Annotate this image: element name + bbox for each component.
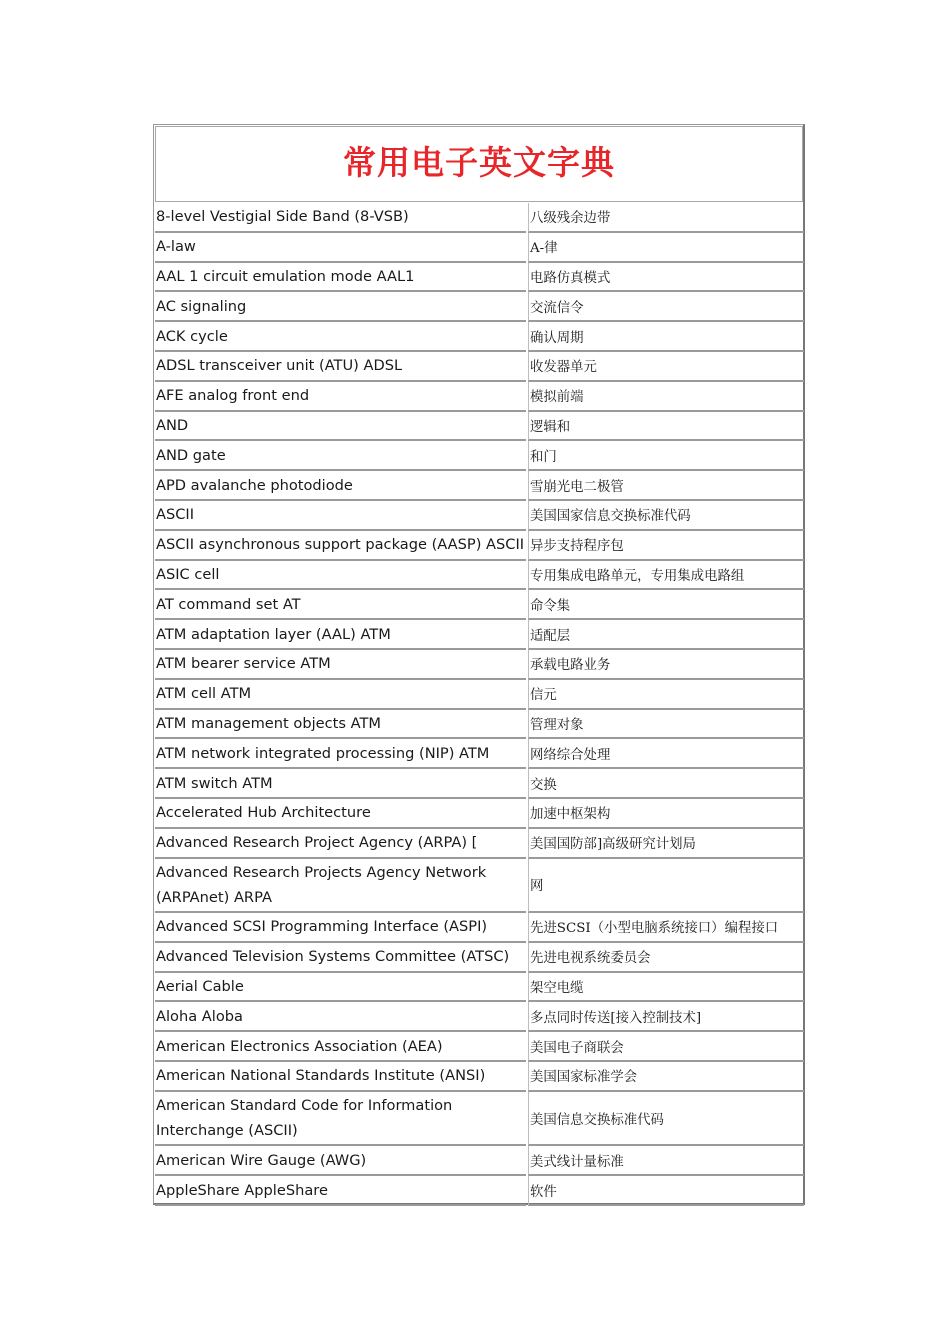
term-english: ASCII asynchronous support package (AASP) ASCII	[155, 531, 526, 561]
page-title: 常用电子英文字典	[343, 143, 615, 182]
table-row	[155, 739, 805, 769]
term-english: ATM bearer service ATM	[155, 650, 526, 680]
table-row	[155, 1002, 805, 1032]
term-chinese: 雪崩光电二极管	[528, 471, 804, 501]
term-chinese: 交换	[528, 769, 804, 799]
term-english: APD avalanche photodiode	[155, 471, 526, 501]
term-english: ATM cell ATM	[155, 680, 526, 710]
term-english: Advanced Research Project Agency (ARPA) [	[155, 829, 526, 859]
table-row	[155, 650, 805, 680]
term-english: ATM adaptation layer (AAL) ATM	[155, 620, 526, 650]
term-chinese: 网络综合处理	[528, 739, 804, 769]
term-english: American Wire Gauge (AWG)	[155, 1146, 526, 1176]
term-english: AppleShare AppleShare	[155, 1176, 526, 1206]
table-row	[155, 710, 805, 740]
table-row	[155, 382, 805, 412]
term-chinese: 适配层	[528, 620, 804, 650]
term-english: ASIC cell	[155, 561, 526, 591]
term-chinese: 多点同时传送[接入控制技术]	[528, 1002, 804, 1032]
table-row	[155, 769, 805, 799]
table-row	[155, 501, 805, 531]
term-chinese: 模拟前端	[528, 382, 804, 412]
term-chinese: 软件	[528, 1176, 804, 1206]
term-english	[155, 859, 526, 914]
term-english: Accelerated Hub Architecture	[155, 799, 526, 829]
term-chinese: 网	[528, 859, 804, 914]
term-english-line: American Standard Code for Information	[156, 1097, 453, 1115]
term-chinese: 信元	[528, 680, 804, 710]
term-english: 8-level Vestigial Side Band (8-VSB)	[155, 203, 526, 233]
table-row	[155, 913, 805, 943]
term-english: ASCII	[155, 501, 526, 531]
term-english: AAL 1 circuit emulation mode AAL1	[155, 263, 526, 293]
term-chinese: 管理对象	[528, 710, 804, 740]
table-row	[155, 943, 805, 973]
table-row	[155, 590, 805, 620]
term-chinese: 先进电视系统委员会	[528, 943, 804, 973]
term-chinese: 命令集	[528, 590, 804, 620]
table-row	[155, 561, 805, 591]
term-chinese: 先进SCSI（小型电脑系统接口）编程接口	[528, 913, 804, 943]
table-row	[155, 263, 805, 293]
term-english: AND gate	[155, 441, 526, 471]
term-chinese: 美式线计量标准	[528, 1146, 804, 1176]
term-chinese: 架空电缆	[528, 973, 804, 1003]
term-english: Advanced Television Systems Committee (ATSC)	[155, 943, 526, 973]
term-english: Aloha Aloba	[155, 1002, 526, 1032]
term-english	[155, 1092, 526, 1147]
table-row	[155, 471, 805, 501]
term-english: Advanced SCSI Programming Interface (ASPI)	[155, 913, 526, 943]
entry-list	[155, 203, 805, 1206]
term-chinese: 和门	[528, 441, 804, 471]
term-chinese: 电路仿真模式	[528, 263, 804, 293]
term-chinese: 美国国家标准学会	[528, 1062, 804, 1092]
term-english: AND	[155, 412, 526, 442]
table-row	[155, 620, 805, 650]
term-english: ACK cycle	[155, 322, 526, 352]
table-row	[155, 1032, 805, 1062]
term-english: ATM network integrated processing (NIP) ATM	[155, 739, 526, 769]
term-chinese: 专用集成电路单元，专用集成电路组	[528, 561, 804, 591]
table-row	[155, 233, 805, 263]
table-row	[155, 1176, 805, 1206]
term-chinese: 加速中枢架构	[528, 799, 804, 829]
term-english-line: (ARPAnet) ARPA	[156, 888, 272, 906]
term-english: ADSL transceiver unit (ATU) ADSL	[155, 352, 526, 382]
table-row	[155, 412, 805, 442]
title-cell	[155, 126, 803, 202]
term-chinese: 异步支持程序包	[528, 531, 804, 561]
term-english: Aerial Cable	[155, 973, 526, 1003]
term-chinese: A-律	[528, 233, 804, 263]
table-row	[155, 292, 805, 322]
term-english: AT command set AT	[155, 590, 526, 620]
term-english: AFE analog front end	[155, 382, 526, 412]
term-chinese: 交流信令	[528, 292, 804, 322]
table-row	[155, 352, 805, 382]
term-english-line: Advanced Research Projects Agency Network	[156, 863, 487, 881]
term-chinese: 美国信息交换标准代码	[528, 1092, 804, 1147]
term-chinese: 美国国家信息交换标准代码	[528, 501, 804, 531]
term-chinese: 承载电路业务	[528, 650, 804, 680]
table-row	[155, 1146, 805, 1176]
term-chinese: 确认周期	[528, 322, 804, 352]
table-row	[155, 203, 805, 233]
term-english: AC signaling	[155, 292, 526, 322]
table-row	[155, 441, 805, 471]
table-row	[155, 322, 805, 352]
term-chinese: 美国国防部]高级研究计划局	[528, 829, 804, 859]
term-english: ATM management objects ATM	[155, 710, 526, 740]
term-chinese: 逻辑和	[528, 412, 804, 442]
term-chinese: 美国电子商联会	[528, 1032, 804, 1062]
table-row	[155, 1092, 805, 1147]
table-row	[155, 829, 805, 859]
table-row	[155, 531, 805, 561]
term-english-line: Interchange (ASCII)	[156, 1122, 298, 1140]
term-english: A-law	[155, 233, 526, 263]
dictionary-table	[153, 124, 805, 1205]
table-row	[155, 680, 805, 710]
term-english: American National Standards Institute (ANSI)	[155, 1062, 526, 1092]
table-row	[155, 973, 805, 1003]
table-row	[155, 1062, 805, 1092]
term-english: American Electronics Association (AEA)	[155, 1032, 526, 1062]
term-chinese: 收发器单元	[528, 352, 804, 382]
table-row	[155, 799, 805, 829]
term-english: ATM switch ATM	[155, 769, 526, 799]
term-chinese: 八级残余边带	[528, 203, 804, 233]
table-row	[155, 859, 805, 914]
